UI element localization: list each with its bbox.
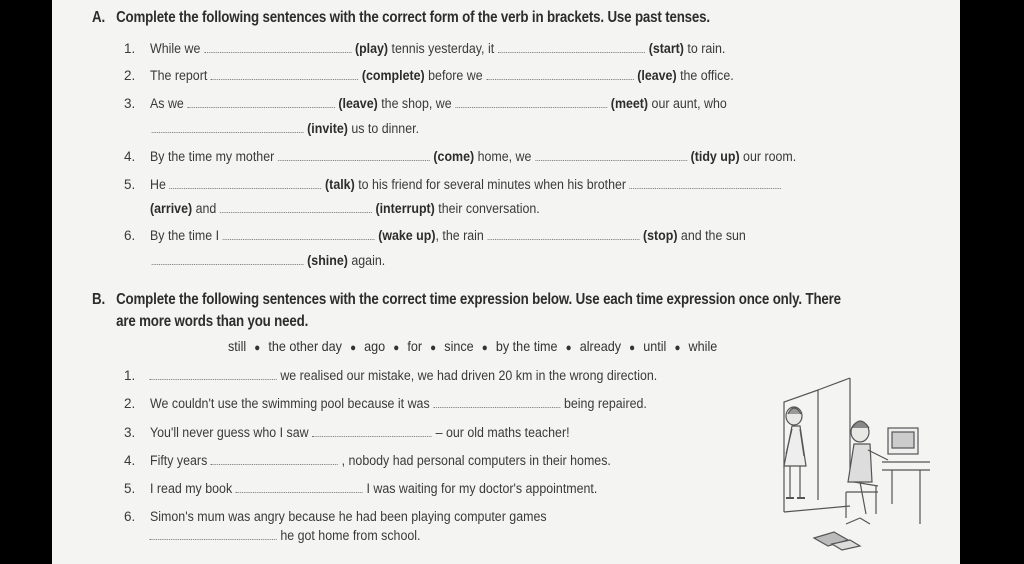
a6-verb-3: (shine) [307, 253, 348, 268]
a5-text-3: and [195, 201, 217, 216]
b5-text-2: I was waiting for my doctor's appointment. [366, 481, 598, 496]
a3-blank-3[interactable] [152, 121, 304, 133]
a4-text-1: By the time my mother [150, 149, 275, 164]
a1-verb-2: (start) [648, 41, 684, 56]
a6-number: 6. [124, 228, 136, 243]
a1-blank-2[interactable] [498, 41, 645, 53]
a4-sentence [150, 149, 796, 164]
b2-sentence [150, 396, 647, 411]
books-on-floor-icon [814, 532, 860, 550]
word-already: already [579, 338, 622, 354]
a5-verb-3: (interrupt) [375, 201, 435, 216]
b6-sentence-cont [146, 528, 420, 543]
b4-blank[interactable] [211, 453, 338, 465]
a6-blank-2[interactable] [487, 228, 639, 240]
woman-figure-icon [784, 407, 806, 498]
b6-text-2: he got home from school. [280, 528, 421, 543]
word-since: since [444, 338, 474, 354]
a1-blank-1[interactable] [204, 41, 351, 53]
b2-text-2: being repaired. [563, 396, 647, 411]
a3-verb-1: (leave) [338, 96, 378, 111]
a2-text-3: the office. [680, 68, 734, 83]
section-b-letter: B. [92, 291, 105, 308]
section-b-heading-cont [92, 313, 308, 331]
b5-sentence [150, 481, 597, 496]
a3-text-1: As we [150, 96, 184, 111]
a5-text-2: to his friend for several minutes when his brother [358, 177, 627, 192]
a1-sentence [150, 41, 725, 56]
a3-text-3: our aunt, who [651, 96, 727, 111]
a2-verb-1: (complete) [361, 68, 425, 83]
a4-number: 4. [124, 149, 136, 164]
a3-text-4: us to dinner. [351, 121, 420, 136]
word-box: still ● the other day ● ago ● for ● since ● by the time ● already ● until ● while [228, 338, 718, 354]
a6-sentence [150, 228, 746, 243]
b3-number: 3. [124, 425, 136, 440]
a4-text-3: our room. [743, 149, 797, 164]
a2-text-1: The report [150, 68, 208, 83]
word-the-other-day: the other day [268, 338, 342, 354]
a2-sentence [150, 68, 734, 83]
b2-blank[interactable] [433, 396, 560, 408]
a5-verb-2: (arrive) [150, 201, 193, 216]
section-a-heading [92, 9, 710, 27]
a5-blank-3[interactable] [220, 201, 372, 213]
b3-text-1: You'll never guess who I saw [150, 425, 309, 440]
a6-text-4: again. [351, 253, 386, 268]
a3-blank-1[interactable] [188, 96, 335, 108]
b5-number: 5. [124, 481, 136, 496]
a1-number: 1. [124, 41, 136, 56]
a6-text-2: , the rain [435, 228, 484, 243]
a2-verb-2: (leave) [637, 68, 677, 83]
b1-sentence [146, 368, 657, 383]
b4-number: 4. [124, 453, 136, 468]
word-for: for [407, 338, 423, 354]
a2-number: 2. [124, 68, 136, 83]
section-a-letter: A. [92, 9, 105, 26]
b6-blank[interactable] [150, 528, 277, 540]
word-by-the-time: by the time [495, 338, 558, 354]
a2-blank-2[interactable] [486, 68, 633, 80]
b5-blank[interactable] [236, 481, 363, 493]
b1-text-2: we realised our mistake, we had driven 20 km in the wrong direction. [280, 368, 658, 383]
b4-sentence [150, 453, 611, 468]
b4-text-1: Fifty years [150, 453, 208, 468]
b3-blank[interactable] [312, 425, 432, 437]
a4-blank-1[interactable] [278, 149, 430, 161]
a3-text-2: the shop, we [381, 96, 452, 111]
a2-blank-1[interactable] [211, 68, 358, 80]
b3-text-2: – our old maths teacher! [435, 425, 570, 440]
a6-blank-3[interactable] [152, 253, 304, 265]
b4-text-2: , nobody had personal computers in their homes. [341, 453, 611, 468]
word-until: until [643, 338, 667, 354]
a5-sentence-cont [150, 201, 540, 216]
section-b-heading [92, 291, 841, 309]
a5-text-4: their conversation. [438, 201, 540, 216]
a5-sentence [150, 177, 785, 192]
a5-verb-1: (talk) [325, 177, 355, 192]
a5-blank-1[interactable] [170, 177, 322, 189]
a1-text-2: tennis yesterday, it [391, 41, 495, 56]
b1-number: 1. [124, 368, 136, 383]
word-still: still [228, 338, 247, 354]
a1-text-1: While we [150, 41, 201, 56]
computer-icon [882, 428, 930, 524]
a3-sentence-cont [148, 121, 419, 136]
b6-text-1: Simon's mum was angry because he had been playing computer games [150, 509, 547, 524]
boy-at-computer-icon [846, 421, 888, 524]
a4-text-2: home, we [477, 149, 532, 164]
a3-sentence [150, 96, 727, 111]
a1-text-3: to rain. [687, 41, 726, 56]
a6-text-3: and the sun [680, 228, 746, 243]
worksheet-page [52, 0, 960, 564]
b6-number: 6. [124, 509, 136, 524]
a6-verb-1: (wake up) [378, 228, 436, 243]
b2-number: 2. [124, 396, 136, 411]
b1-blank[interactable] [150, 368, 277, 380]
b3-sentence [150, 425, 570, 440]
section-b-instruction-1: Complete the following sentences with the correct time expression below. Use each time expression once only. There [116, 291, 841, 308]
b6-sentence [150, 509, 547, 524]
b5-text-1: I read my book [150, 481, 233, 496]
a5-text-1: He [150, 177, 166, 192]
a5-blank-2[interactable] [630, 177, 782, 189]
a6-text-1: By the time I [150, 228, 220, 243]
a5-number: 5. [124, 177, 136, 192]
a6-sentence-cont [148, 253, 385, 268]
a3-verb-2: (meet) [610, 96, 649, 111]
section-a-instruction: Complete the following sentences with the correct form of the verb in brackets. Use past tenses. [116, 9, 710, 26]
a4-blank-2[interactable] [535, 149, 687, 161]
b2-text-1: We couldn't use the swimming pool because it was [150, 396, 430, 411]
a6-blank-1[interactable] [223, 228, 375, 240]
a3-number: 3. [124, 96, 136, 111]
a4-verb-2: (tidy up) [690, 149, 740, 164]
a6-verb-2: (stop) [642, 228, 678, 243]
a3-verb-3: (invite) [307, 121, 348, 136]
illustration-mother-boy-computer [742, 374, 932, 564]
word-while: while [688, 338, 718, 354]
section-b-instruction-2: are more words than you need. [116, 313, 309, 330]
a4-verb-1: (come) [433, 149, 475, 164]
a3-blank-2[interactable] [455, 96, 607, 108]
a2-text-2: before we [428, 68, 483, 83]
word-ago: ago [364, 338, 386, 354]
a1-verb-1: (play) [354, 41, 389, 56]
